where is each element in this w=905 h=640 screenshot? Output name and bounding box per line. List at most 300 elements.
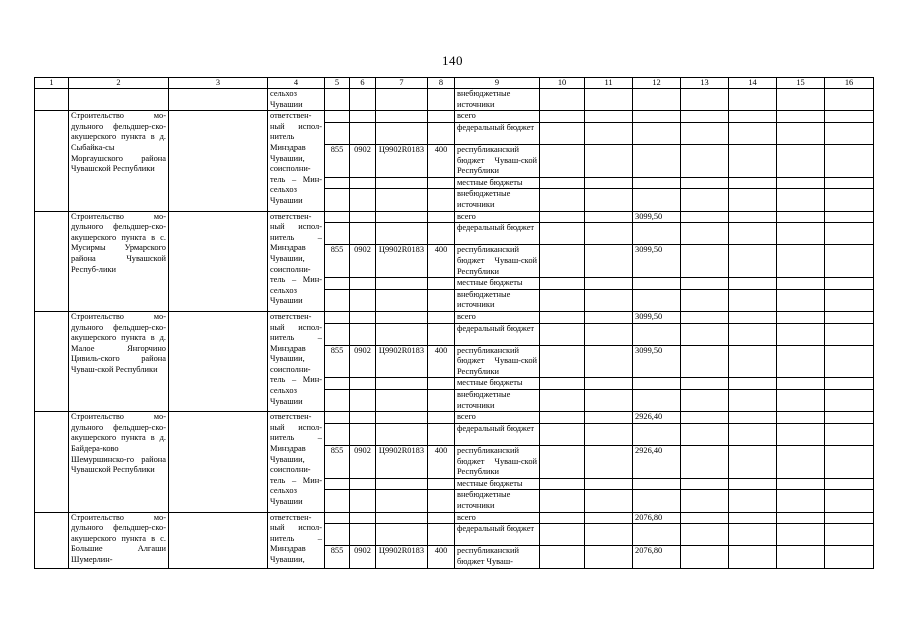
empty-cell (350, 478, 376, 490)
empty-cell (777, 546, 825, 568)
empty-cell (169, 211, 268, 311)
empty-cell (729, 289, 777, 311)
column-number: 11 (585, 78, 633, 89)
funding-source-cell: республиканский бюджет Чуваш-ской Республики (455, 446, 540, 479)
empty-cell (325, 390, 350, 412)
empty-cell (777, 189, 825, 211)
empty-cell (729, 278, 777, 290)
empty-cell (729, 490, 777, 512)
empty-cell (376, 378, 428, 390)
empty-cell (325, 323, 350, 345)
continuation-row (35, 89, 874, 111)
budget-code-vr: 400 (428, 245, 455, 278)
funding-row (35, 311, 874, 323)
amount-cell (633, 278, 681, 290)
funding-row (35, 512, 874, 524)
empty-cell (350, 111, 376, 123)
empty-cell (777, 412, 825, 424)
budget-code-rz: 0902 (350, 345, 376, 378)
empty-cell (681, 177, 729, 189)
empty-cell (376, 278, 428, 290)
empty-cell (325, 490, 350, 512)
empty-cell (35, 211, 69, 311)
empty-cell (350, 423, 376, 445)
budget-code-vr: 400 (428, 144, 455, 177)
budget-code-csr: Ц9902R0183 (376, 546, 428, 568)
funding-source-cell: всего (455, 311, 540, 323)
empty-cell (69, 89, 169, 111)
column-number: 2 (69, 78, 169, 89)
column-number: 7 (376, 78, 428, 89)
empty-cell (350, 412, 376, 424)
empty-cell (376, 390, 428, 412)
empty-cell (540, 412, 585, 424)
budget-code-gr: 855 (325, 345, 350, 378)
empty-cell (585, 490, 633, 512)
empty-cell (376, 311, 428, 323)
empty-cell (376, 490, 428, 512)
empty-cell (585, 278, 633, 290)
empty-cell (325, 111, 350, 123)
empty-cell (540, 478, 585, 490)
amount-cell: 2076,80 (633, 546, 681, 568)
empty-cell (540, 311, 585, 323)
empty-cell (729, 144, 777, 177)
empty-cell (585, 289, 633, 311)
empty-cell (777, 89, 825, 111)
empty-cell (350, 278, 376, 290)
activity-description: Строительство мо-дульного фельдшер-ско-акушерского пункта в д. Малое Янгорчино Цивиль-ского района Чуваш-ской Республики (69, 311, 169, 411)
empty-cell (825, 189, 874, 211)
funding-source-cell: всего (455, 412, 540, 424)
empty-cell (585, 345, 633, 378)
amount-cell (633, 177, 681, 189)
empty-cell (376, 412, 428, 424)
empty-cell (681, 490, 729, 512)
empty-cell (729, 478, 777, 490)
column-number-row (35, 78, 874, 89)
empty-cell (376, 323, 428, 345)
column-number: 3 (169, 78, 268, 89)
activity-description: Строительство мо-дульного фельдшер-ско-акушерского пункта в д. Сыбайка-сы Моргаушского района Чувашской Республики (69, 111, 169, 211)
empty-cell (681, 512, 729, 524)
empty-cell (169, 512, 268, 568)
budget-code-gr: 855 (325, 446, 350, 479)
empty-cell (325, 211, 350, 223)
empty-cell (681, 211, 729, 223)
empty-cell (825, 245, 874, 278)
empty-cell (540, 89, 585, 111)
empty-cell (585, 223, 633, 245)
empty-cell (350, 390, 376, 412)
empty-cell (681, 289, 729, 311)
executor-cell: ответствен-ный испол-нитель – Минздрав Чувашии, соисполни-тель – Мин-сельхоз Чувашии (268, 211, 325, 311)
empty-cell (325, 177, 350, 189)
empty-cell (376, 478, 428, 490)
empty-cell (428, 311, 455, 323)
empty-cell (585, 189, 633, 211)
empty-cell (540, 524, 585, 546)
amount-cell (633, 189, 681, 211)
empty-cell (681, 189, 729, 211)
empty-cell (777, 446, 825, 479)
funding-source-cell: федеральный бюджет (455, 223, 540, 245)
empty-cell (585, 111, 633, 123)
empty-cell (35, 311, 69, 411)
empty-cell (729, 446, 777, 479)
empty-cell (540, 111, 585, 123)
empty-cell (585, 323, 633, 345)
empty-cell (428, 390, 455, 412)
empty-cell (325, 412, 350, 424)
funding-source-cell: республиканский бюджет Чуваш-ской Республики (455, 345, 540, 378)
empty-cell (540, 423, 585, 445)
empty-cell (825, 122, 874, 144)
empty-cell (350, 223, 376, 245)
amount-cell (633, 478, 681, 490)
empty-cell (681, 323, 729, 345)
empty-cell (729, 189, 777, 211)
empty-cell (540, 378, 585, 390)
funding-source-cell: внебюджетные источники (455, 189, 540, 211)
empty-cell (825, 546, 874, 568)
empty-cell (585, 311, 633, 323)
empty-cell (825, 412, 874, 424)
empty-cell (729, 512, 777, 524)
empty-cell (681, 446, 729, 479)
empty-cell (729, 245, 777, 278)
budget-code-vr: 400 (428, 546, 455, 568)
empty-cell (729, 524, 777, 546)
empty-cell (540, 289, 585, 311)
empty-cell (729, 390, 777, 412)
empty-cell (325, 278, 350, 290)
column-number: 14 (729, 78, 777, 89)
empty-cell (169, 412, 268, 512)
empty-cell (169, 89, 268, 111)
empty-cell (633, 89, 681, 111)
empty-cell (325, 478, 350, 490)
empty-cell (585, 122, 633, 144)
budget-code-rz: 0902 (350, 245, 376, 278)
empty-cell (585, 423, 633, 445)
budget-code-gr: 855 (325, 245, 350, 278)
funding-source-cell: республиканский бюджет Чуваш-ской Республики (455, 245, 540, 278)
column-number: 1 (35, 78, 69, 89)
budget-code-csr: Ц9902R0183 (376, 446, 428, 479)
funding-source-cell: республиканский бюджет Чуваш- (455, 546, 540, 568)
empty-cell (376, 423, 428, 445)
empty-cell (777, 311, 825, 323)
empty-cell (585, 390, 633, 412)
empty-cell (428, 211, 455, 223)
amount-cell (633, 289, 681, 311)
empty-cell (540, 211, 585, 223)
empty-cell (350, 177, 376, 189)
empty-cell (428, 89, 455, 111)
empty-cell (825, 111, 874, 123)
empty-cell (825, 278, 874, 290)
budget-code-vr: 400 (428, 446, 455, 479)
empty-cell (350, 490, 376, 512)
funding-row (35, 111, 874, 123)
empty-cell (585, 144, 633, 177)
funding-source-cell: внебюджетные источники (455, 490, 540, 512)
empty-cell (777, 111, 825, 123)
column-number: 9 (455, 78, 540, 89)
column-number: 16 (825, 78, 874, 89)
empty-cell (729, 378, 777, 390)
amount-cell: 2076,80 (633, 512, 681, 524)
empty-cell (428, 278, 455, 290)
executor-cell: ответствен-ный испол-нитель – Минздрав Чувашии, (268, 512, 325, 568)
empty-cell (681, 390, 729, 412)
empty-cell (825, 144, 874, 177)
column-number: 13 (681, 78, 729, 89)
empty-cell (428, 412, 455, 424)
empty-cell (325, 524, 350, 546)
empty-cell (777, 144, 825, 177)
budget-code-csr: Ц9902R0183 (376, 345, 428, 378)
empty-cell (729, 122, 777, 144)
empty-cell (825, 390, 874, 412)
budget-code-vr: 400 (428, 345, 455, 378)
empty-cell (681, 311, 729, 323)
amount-cell (633, 223, 681, 245)
empty-cell (681, 122, 729, 144)
budget-code-rz: 0902 (350, 446, 376, 479)
empty-cell (681, 478, 729, 490)
empty-cell (540, 446, 585, 479)
empty-cell (825, 478, 874, 490)
executor-cell: ответствен-ный испол-нитель – Минздрав Чувашии, соисполни-тель – Мин-сельхоз Чувашии (268, 412, 325, 512)
funding-source-cell: местные бюджеты (455, 177, 540, 189)
empty-cell (681, 245, 729, 278)
empty-cell (376, 177, 428, 189)
funding-source-cell: всего (455, 211, 540, 223)
empty-cell (585, 512, 633, 524)
empty-cell (169, 311, 268, 411)
empty-cell (540, 546, 585, 568)
empty-cell (428, 490, 455, 512)
funding-source-cell: местные бюджеты (455, 478, 540, 490)
empty-cell (540, 345, 585, 378)
empty-cell (35, 89, 69, 111)
empty-cell (540, 177, 585, 189)
empty-cell (777, 378, 825, 390)
empty-cell (825, 446, 874, 479)
column-number: 10 (540, 78, 585, 89)
empty-cell (428, 512, 455, 524)
empty-cell (585, 412, 633, 424)
empty-cell (350, 311, 376, 323)
empty-cell (777, 177, 825, 189)
amount-cell: 3099,50 (633, 345, 681, 378)
empty-cell (729, 223, 777, 245)
empty-cell (777, 490, 825, 512)
empty-cell (729, 211, 777, 223)
empty-cell (376, 189, 428, 211)
empty-cell (540, 144, 585, 177)
empty-cell (681, 223, 729, 245)
empty-cell (777, 478, 825, 490)
empty-cell (428, 478, 455, 490)
empty-cell (777, 245, 825, 278)
empty-cell (585, 211, 633, 223)
empty-cell (35, 412, 69, 512)
budget-code-rz: 0902 (350, 144, 376, 177)
empty-cell (681, 423, 729, 445)
empty-cell (428, 223, 455, 245)
column-number: 15 (777, 78, 825, 89)
funding-source-cell: внебюджетные источники (455, 289, 540, 311)
empty-cell (35, 111, 69, 211)
column-number: 5 (325, 78, 350, 89)
empty-cell (540, 390, 585, 412)
amount-cell (633, 524, 681, 546)
budget-table (34, 77, 874, 569)
budget-code-rz: 0902 (350, 546, 376, 568)
activity-description: Строительство мо-дульного фельдшер-ско-акушерского пункта в с. Большие Алгаши Шумерлин- (69, 512, 169, 568)
amount-cell: 3099,50 (633, 311, 681, 323)
empty-cell (777, 423, 825, 445)
empty-cell (540, 278, 585, 290)
empty-cell (825, 323, 874, 345)
amount-cell (633, 490, 681, 512)
funding-source-cell: всего (455, 512, 540, 524)
empty-cell (777, 223, 825, 245)
empty-cell (350, 89, 376, 111)
empty-cell (825, 524, 874, 546)
page-number: 140 (442, 53, 463, 68)
empty-cell (350, 524, 376, 546)
empty-cell (585, 177, 633, 189)
empty-cell (681, 278, 729, 290)
empty-cell (540, 122, 585, 144)
empty-cell (325, 289, 350, 311)
empty-cell (428, 289, 455, 311)
amount-cell (633, 122, 681, 144)
empty-cell (585, 524, 633, 546)
empty-cell (585, 446, 633, 479)
column-number: 8 (428, 78, 455, 89)
empty-cell (325, 89, 350, 111)
funding-source-cell: местные бюджеты (455, 278, 540, 290)
empty-cell (35, 512, 69, 568)
empty-cell (777, 323, 825, 345)
empty-cell (376, 89, 428, 111)
funding-source-cell: всего (455, 111, 540, 123)
activity-description: Строительство мо-дульного фельдшер-ско-акушерского пункта в д. Байдера-ково Шемуршинско-го района Чувашской Республики (69, 412, 169, 512)
empty-cell (825, 211, 874, 223)
amount-cell (633, 323, 681, 345)
empty-cell (376, 223, 428, 245)
empty-cell (681, 524, 729, 546)
executor-cell: сельхоз Чувашии (268, 89, 325, 111)
empty-cell (825, 378, 874, 390)
empty-cell (825, 345, 874, 378)
empty-cell (585, 478, 633, 490)
empty-cell (729, 111, 777, 123)
empty-cell (325, 122, 350, 144)
empty-cell (681, 144, 729, 177)
empty-cell (540, 223, 585, 245)
empty-cell (428, 189, 455, 211)
budget-code-csr: Ц9902R0183 (376, 144, 428, 177)
empty-cell (729, 412, 777, 424)
empty-cell (325, 311, 350, 323)
amount-cell (633, 144, 681, 177)
empty-cell (428, 524, 455, 546)
budget-code-gr: 855 (325, 144, 350, 177)
empty-cell (729, 345, 777, 378)
column-number: 12 (633, 78, 681, 89)
empty-cell (585, 89, 633, 111)
amount-cell: 3099,50 (633, 245, 681, 278)
empty-cell (325, 512, 350, 524)
empty-cell (681, 89, 729, 111)
empty-cell (825, 89, 874, 111)
empty-cell (540, 189, 585, 211)
empty-cell (777, 390, 825, 412)
empty-cell (428, 423, 455, 445)
empty-cell (325, 223, 350, 245)
empty-cell (729, 423, 777, 445)
empty-cell (825, 311, 874, 323)
empty-cell (169, 111, 268, 211)
empty-cell (585, 245, 633, 278)
empty-cell (350, 189, 376, 211)
funding-source-cell: федеральный бюджет (455, 122, 540, 144)
empty-cell (540, 490, 585, 512)
empty-cell (428, 323, 455, 345)
empty-cell (585, 546, 633, 568)
empty-cell (585, 378, 633, 390)
amount-cell (633, 423, 681, 445)
funding-row (35, 412, 874, 424)
empty-cell (540, 512, 585, 524)
empty-cell (376, 122, 428, 144)
empty-cell (350, 378, 376, 390)
empty-cell (376, 524, 428, 546)
amount-cell (633, 390, 681, 412)
empty-cell (540, 245, 585, 278)
empty-cell (825, 223, 874, 245)
activity-description: Строительство мо-дульного фельдшер-ско-акушерского пункта в с. Мусирмы Урмарского района Чувашской Респуб-лики (69, 211, 169, 311)
empty-cell (428, 111, 455, 123)
empty-cell (825, 423, 874, 445)
amount-cell (633, 378, 681, 390)
empty-cell (729, 311, 777, 323)
funding-source-cell: федеральный бюджет (455, 524, 540, 546)
empty-cell (729, 89, 777, 111)
empty-cell (825, 490, 874, 512)
empty-cell (825, 177, 874, 189)
empty-cell (376, 512, 428, 524)
empty-cell (777, 345, 825, 378)
funding-source-cell: внебюджетные источники (455, 89, 540, 111)
funding-row (35, 211, 874, 223)
empty-cell (325, 423, 350, 445)
funding-source-cell: внебюджетные источники (455, 390, 540, 412)
empty-cell (350, 211, 376, 223)
funding-source-cell: республиканский бюджет Чуваш-ской Республики (455, 144, 540, 177)
empty-cell (777, 524, 825, 546)
column-number: 6 (350, 78, 376, 89)
empty-cell (350, 289, 376, 311)
empty-cell (325, 378, 350, 390)
empty-cell (376, 111, 428, 123)
